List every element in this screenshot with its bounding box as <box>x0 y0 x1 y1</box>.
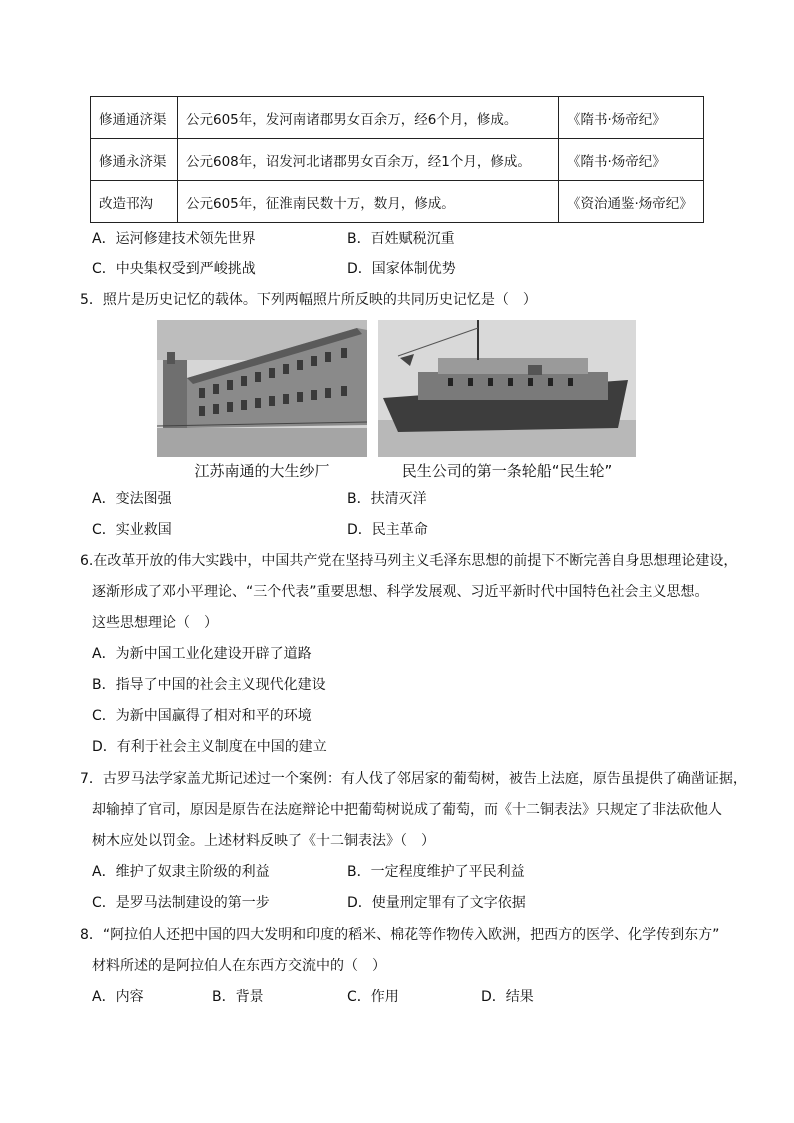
q7-option-d[interactable]: D．使量刑定罪有了文字依据 <box>347 895 526 911</box>
q4-option-d[interactable]: D．国家体制优势 <box>347 261 456 277</box>
table-cell-record: 公元605年，发河南诸郡男女百余万，经6个月，修成。 <box>178 97 559 139</box>
q7-stem-line-1: 7．古罗马法学家盖尤斯记述过一个案例：有人伐了邻居家的葡萄树，被告上法庭，原告虽提供了确凿证据， <box>80 771 747 787</box>
q8-stem-line-2: 材料所述的是阿拉伯人在东西方交流中的（ ） <box>92 958 386 974</box>
factory-photo-image <box>157 320 367 457</box>
q8-stem-line-1: 8．“阿拉伯人还把中国的四大发明和印度的稻米、棉花等作物传入欧洲，把西方的医学、化学传到东方” <box>80 927 720 943</box>
q6-stem-line-2: 逐渐形成了邓小平理论、“三个代表”重要思想、科学发展观、习近平新时代中国特色社会主义思想。 <box>92 584 709 600</box>
q5-option-a[interactable]: A．变法图强 <box>92 491 172 507</box>
q8-option-a[interactable]: A．内容 <box>92 989 144 1005</box>
q5-option-c[interactable]: C．实业救国 <box>92 522 172 538</box>
q8-option-c[interactable]: C．作用 <box>347 989 399 1005</box>
steamship-photo <box>378 320 636 457</box>
q7-option-a[interactable]: A．维护了奴隶主阶级的利益 <box>92 864 270 880</box>
table-cell-record: 公元608年，诏发河北诸郡男女百余万，经1个月，修成。 <box>178 139 559 181</box>
q5-option-b[interactable]: B．扶清灭洋 <box>347 491 427 507</box>
q6-option-b[interactable]: B．指导了中国的社会主义现代化建设 <box>92 677 326 693</box>
factory-photo-caption: 江苏南通的大生纱厂 <box>194 462 330 480</box>
table-cell-project: 修通永济渠 <box>91 139 178 181</box>
q4-option-c[interactable]: C．中央集权受到严峻挑战 <box>92 261 256 277</box>
q7-stem-line-3: 树木应处以罚金。上述材料反映了《十二铜表法》（ ） <box>92 833 435 849</box>
q5-stem: 5．照片是历史记忆的载体。下列两幅照片所反映的共同历史记忆是（ ） <box>80 292 537 308</box>
q7-option-b[interactable]: B．一定程度维护了平民利益 <box>347 864 525 880</box>
table-row <box>91 139 704 181</box>
table-row <box>91 181 704 223</box>
table-cell-source: 《隋书·炀帝纪》 <box>559 139 704 181</box>
q4-option-b[interactable]: B．百姓赋税沉重 <box>347 231 455 247</box>
q4-option-a[interactable]: A．运河修建技术领先世界 <box>92 231 256 247</box>
steamship-photo-image <box>378 320 636 457</box>
q8-option-d[interactable]: D．结果 <box>481 989 534 1005</box>
q6-stem-line-1: 6.在改革开放的伟大实践中，中国共产党在坚持马列主义毛泽东思想的前提下不断完善自身思想理论建设， <box>80 553 738 569</box>
table-cell-record: 公元605年，征淮南民数十万，数月，修成。 <box>178 181 559 223</box>
steamship-photo-caption: 民生公司的第一条轮船“民生轮” <box>401 462 613 480</box>
canal-source-table <box>90 96 704 223</box>
q6-stem-line-3: 这些思想理论（ ） <box>92 615 218 631</box>
table-cell-project: 修通通济渠 <box>91 97 178 139</box>
q7-option-c[interactable]: C．是罗马法制建设的第一步 <box>92 895 270 911</box>
q6-option-a[interactable]: A．为新中国工业化建设开辟了道路 <box>92 646 312 662</box>
q7-stem-line-2: 却输掉了官司，原因是原告在法庭辩论中把葡萄树说成了葡萄，而《十二铜表法》只规定了非法砍他人 <box>92 802 722 818</box>
table-row <box>91 97 704 139</box>
table-cell-project: 改造邗沟 <box>91 181 178 223</box>
q8-option-b[interactable]: B．背景 <box>212 989 264 1005</box>
q5-option-d[interactable]: D．民主革命 <box>347 522 428 538</box>
table-cell-source: 《资治通鉴·炀帝纪》 <box>559 181 704 223</box>
q6-option-c[interactable]: C．为新中国赢得了相对和平的环境 <box>92 708 312 724</box>
factory-photo <box>157 320 367 457</box>
q6-option-d[interactable]: D．有利于社会主义制度在中国的建立 <box>92 739 327 755</box>
table-cell-source: 《隋书·炀帝纪》 <box>559 97 704 139</box>
